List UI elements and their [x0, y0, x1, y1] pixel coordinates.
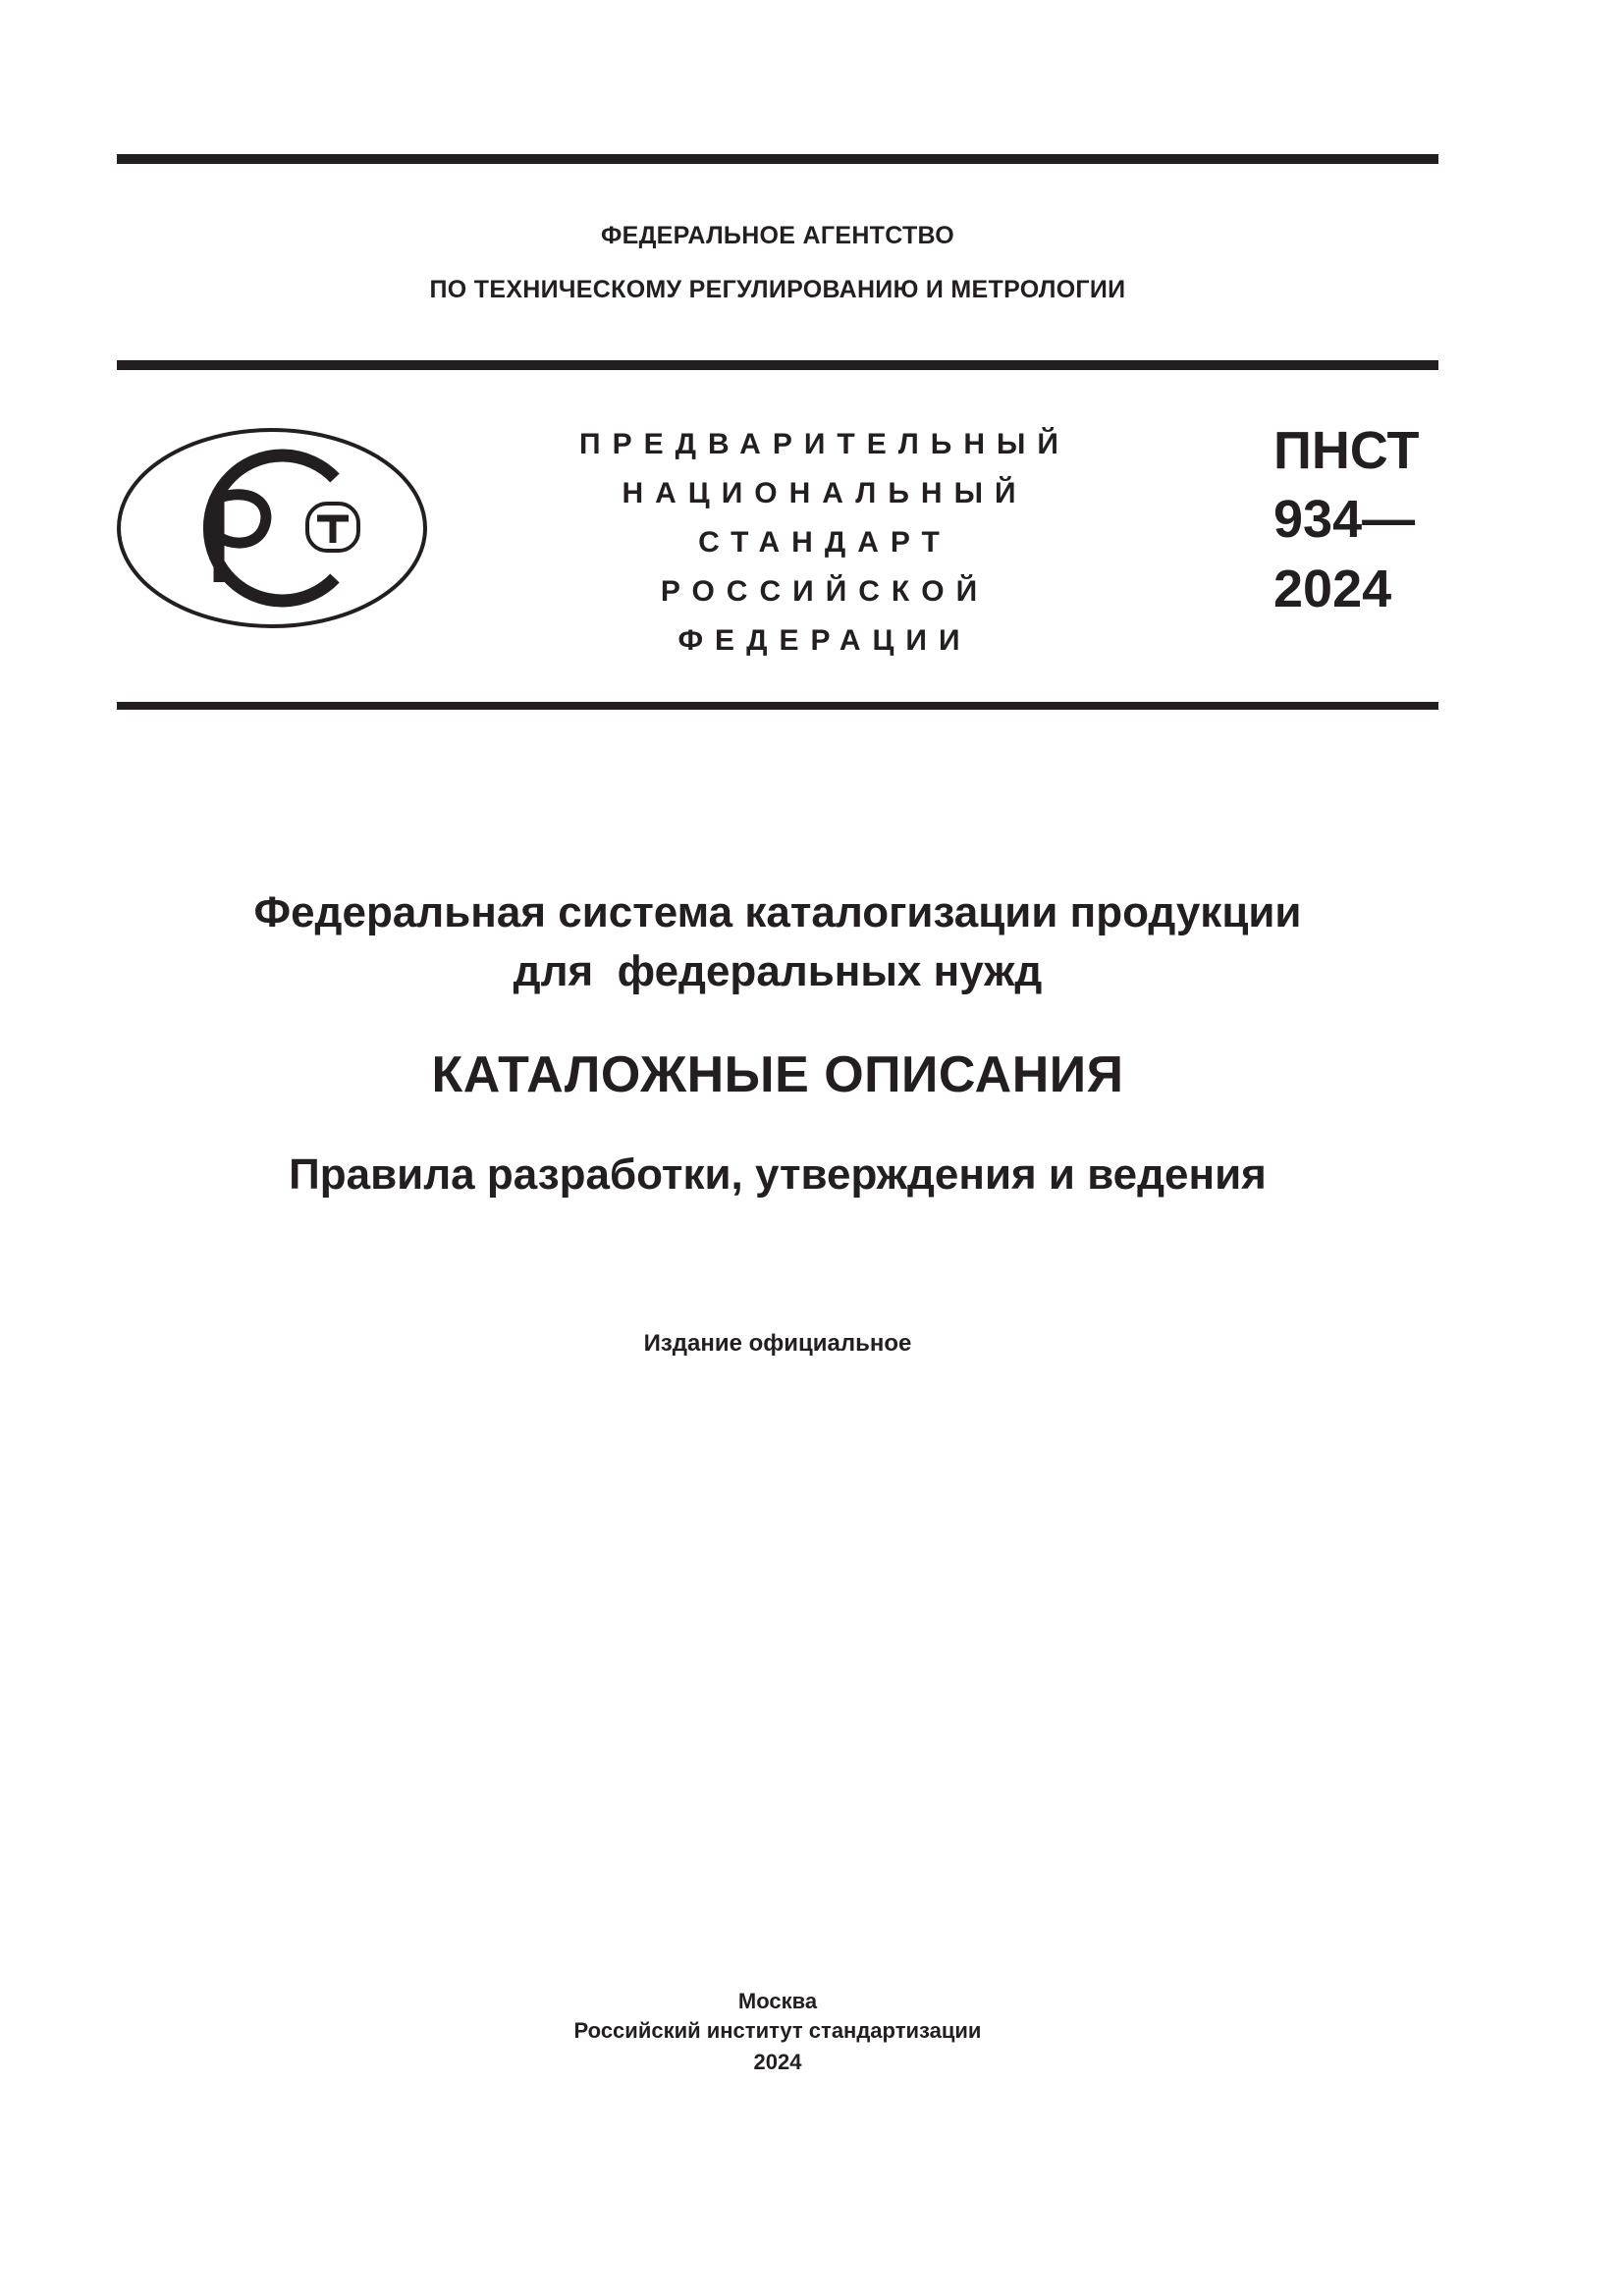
standard-type-line: НАЦИОНАЛЬНЫЙ: [622, 477, 1028, 509]
designation-prefix: ПНСТ: [1273, 421, 1420, 480]
gost-r-logo-icon: [115, 425, 429, 631]
agency-name-line2: ПО ТЕХНИЧЕСКОМУ РЕГУЛИРОВАНИЮ И МЕТРОЛОГИИ: [429, 276, 1126, 303]
publisher-year: 2024: [753, 2050, 802, 2074]
document-title-line2: для федеральных нужд: [513, 947, 1043, 995]
header-divider-rule: [117, 360, 1438, 370]
designation-number: 934—: [1273, 490, 1416, 549]
document-main-title: КАТАЛОЖНЫЕ ОПИСАНИЯ: [431, 1046, 1124, 1103]
publisher-city: Москва: [737, 1989, 818, 2013]
standard-type-line: ФЕДЕРАЦИИ: [677, 624, 972, 657]
standard-type-line: РОССИЙСКОЙ: [660, 575, 990, 608]
document-title-line1: Федеральная система каталогизации продукции: [253, 888, 1302, 936]
agency-name-line1: ФЕДЕРАЛЬНОЕ АГЕНТСТВО: [600, 222, 955, 249]
publisher-name: Российский институт стандартизации: [573, 2018, 982, 2043]
document-subtitle: Правила разработки, утверждения и ведения: [289, 1150, 1267, 1199]
standard-type-line: СТАНДАРТ: [698, 526, 951, 559]
standard-type-line: ПРЕДВАРИТЕЛЬНЫЙ: [579, 428, 1070, 460]
header-bottom-rule: [117, 702, 1438, 710]
designation-year: 2024: [1273, 560, 1392, 618]
top-rule: [117, 154, 1438, 164]
edition-label: Издание официальное: [643, 1330, 912, 1357]
